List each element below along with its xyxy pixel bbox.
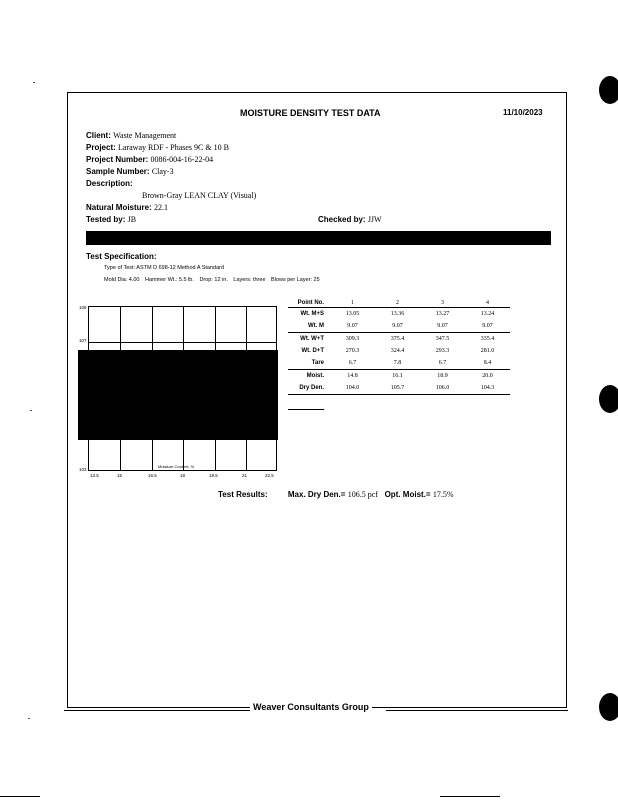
binder-hole [599, 693, 618, 721]
row-label: Tare [311, 360, 324, 366]
table-cell: 20.0 [465, 370, 510, 383]
binder-hole [599, 76, 618, 104]
x-tick: 22.5 [265, 473, 274, 478]
table-cell: 105.7 [375, 382, 420, 395]
table-cell: 104.0 [330, 382, 375, 395]
table-cell: 13.24 [480, 311, 495, 317]
x-tick: 16.5 [148, 473, 157, 478]
table-cell: 375.4 [390, 336, 405, 342]
max-dry-den-label: Max. Dry Den.= [287, 490, 346, 499]
header-cell: 4 [465, 298, 510, 308]
table-cell: 270.3 [345, 348, 360, 354]
table-cell: 14.8 [330, 370, 375, 383]
header-cell: 2 [375, 298, 420, 308]
table-cell: 309.3 [345, 336, 360, 342]
table-cell: 9.07 [347, 323, 358, 329]
table-divider [288, 409, 324, 410]
header-cell: Point No. [288, 298, 330, 308]
footer-rule-right [386, 710, 568, 711]
x-tick: 13.5 [90, 473, 99, 478]
table-cell: 281.0 [480, 348, 495, 354]
project-number-value: 0086-004-16-22-04 [150, 155, 214, 164]
test-parameters [104, 277, 324, 283]
test-spec-heading: Test Specification: [86, 252, 157, 261]
table-cell: 16.1 [375, 370, 420, 383]
checked-by-line [318, 215, 382, 224]
company-footer: Weaver Consultants Group [250, 702, 372, 712]
row-label: Wt. M+S [300, 311, 324, 317]
table-cell: 8.4 [483, 360, 492, 366]
type-of-test: Type of Test: ASTM D 698-12 Method A Standard [104, 265, 225, 271]
project-number-label: Project Number: [86, 155, 149, 164]
scan-speck [28, 718, 30, 719]
table-row [288, 345, 510, 357]
blows-per-layer: Blows per Layer: 25 [271, 277, 320, 283]
drop: Drop: 12 in. [199, 277, 228, 283]
project-label: Project: [86, 143, 116, 152]
tested-by-line [86, 215, 136, 224]
table-cell: 293.3 [435, 348, 450, 354]
test-data-table [288, 298, 510, 395]
description-line [86, 179, 133, 188]
tested-by-value: JB [127, 215, 137, 224]
table-cell: 13.27 [435, 311, 450, 317]
table-cell: 104.3 [465, 382, 510, 395]
y-tick-top: 108 [79, 305, 87, 310]
table-cell: 7.8 [393, 360, 402, 366]
natural-moisture-label: Natural Moisture: [86, 203, 152, 212]
natural-moisture-value: 22.1 [154, 203, 169, 212]
checked-by-label: Checked by: [318, 215, 366, 224]
project-line [86, 143, 229, 152]
table-cell: 9.07 [437, 323, 448, 329]
row-label: Moist. [288, 370, 330, 383]
opt-moist-label: Opt. Moist.= [384, 490, 431, 499]
x-tick: 18 [180, 473, 186, 478]
tested-by-label: Tested by: [86, 215, 126, 224]
table-cell: 9.07 [392, 323, 403, 329]
mold-dia: Mold Dia: 4.00 [104, 277, 140, 283]
redaction-bar [86, 231, 551, 245]
sample-number-label: Sample Number: [86, 167, 150, 176]
y-tick-mid: 107 [79, 338, 87, 343]
header-cell: 3 [420, 298, 465, 308]
table-cell: 324.4 [390, 348, 405, 354]
scan-speck [33, 82, 35, 83]
header-cell: 1 [330, 298, 375, 308]
hammer-wt: Hammer Wt.: 5.5 lb. [145, 277, 194, 283]
table-cell: 13.05 [345, 311, 360, 317]
table-cell: 18.9 [420, 370, 465, 383]
table-cell: 6.7 [438, 360, 447, 366]
table-cell: 6.7 [348, 360, 357, 366]
scan-edge-mark [0, 796, 40, 797]
y-tick-bottom: 103 [79, 467, 87, 472]
table-row [288, 333, 510, 346]
table-cell: 106.0 [420, 382, 465, 395]
scan-edge-mark [440, 796, 500, 797]
test-results [218, 490, 453, 499]
client-label: Client: [86, 131, 111, 140]
max-dry-den-value: 106.5 pcf [347, 490, 378, 499]
client-value: Waste Management [113, 131, 177, 140]
table-row [288, 357, 510, 370]
table-row [288, 382, 510, 395]
table-header-row [288, 298, 510, 308]
report-date: 11/10/2023 [503, 108, 543, 117]
redacted-chart-area [78, 350, 278, 440]
table-row [288, 320, 510, 333]
table-cell: 347.5 [435, 336, 450, 342]
binder-hole [599, 385, 618, 413]
row-label: Wt. M [308, 323, 324, 329]
x-tick: 15 [117, 473, 123, 478]
x-tick: 21 [242, 473, 248, 478]
opt-moist-value: 17.5% [432, 490, 454, 499]
page-title: MOISTURE DENSITY TEST DATA [240, 108, 381, 118]
sample-number-line [86, 167, 174, 176]
layers: Layers: three [233, 277, 266, 283]
footer-rule-left [64, 710, 250, 711]
scan-speck [30, 410, 32, 411]
chart-gridline [89, 342, 276, 343]
x-axis-title: Moisture Content, % [158, 464, 195, 469]
table-row [288, 308, 510, 321]
results-label: Test Results: [218, 490, 268, 499]
table-cell: 9.07 [482, 323, 493, 329]
description-label: Description: [86, 179, 133, 188]
x-tick: 19.5 [209, 473, 218, 478]
table-cell: 13.36 [390, 311, 405, 317]
project-number-line [86, 155, 213, 164]
table-cell: 335.4 [480, 336, 495, 342]
project-value: Laraway RDF - Phases 9C & 10 B [118, 143, 229, 152]
sample-number-value: Clay-3 [151, 167, 174, 176]
client-line [86, 131, 176, 140]
row-label: Wt. D+T [301, 348, 324, 354]
row-label: Dry Den. [288, 382, 330, 395]
description-value: Brown-Gray LEAN CLAY (Visual) [142, 191, 257, 200]
natural-moisture-line [86, 203, 168, 212]
row-label: Wt. W+T [300, 336, 324, 342]
table-row [288, 370, 510, 383]
checked-by-value: JJW [367, 215, 382, 224]
